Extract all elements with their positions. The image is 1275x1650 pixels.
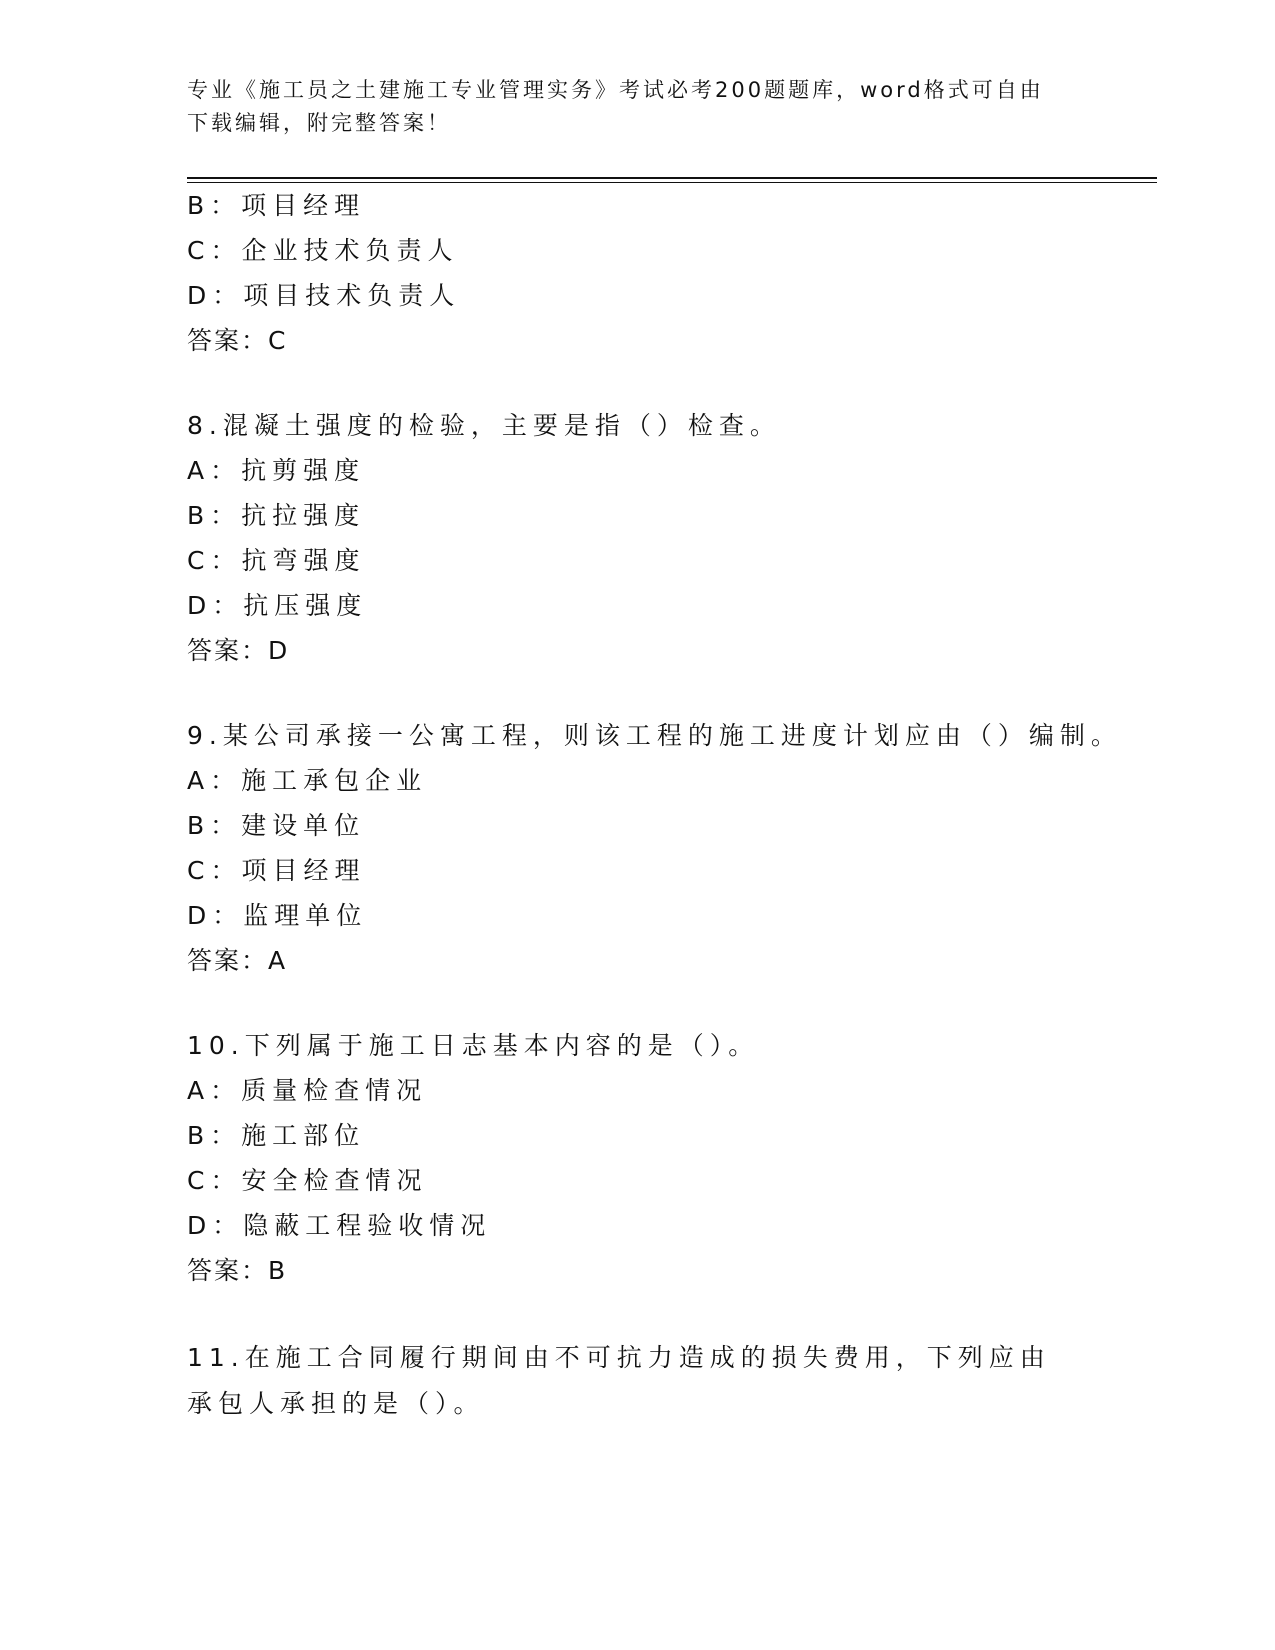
question-9-text: 9.某公司承接一公寓工程，则该工程的施工进度计划应由（）编制。 — [187, 721, 1122, 750]
question-9-option-d: D：监理单位 — [187, 901, 368, 930]
answer: 答案：C — [187, 326, 288, 355]
option-c: C：企业技术负责人 — [187, 236, 459, 265]
question-9-option-c: C：项目经理 — [187, 856, 366, 885]
option-b: B：项目经理 — [187, 191, 366, 220]
header-divider-thin — [187, 182, 1157, 183]
question-11-text: 11.在施工合同履行期间由不可抗力造成的损失费用，下列应由承包人承担的是（）。 — [187, 1343, 1051, 1418]
document-header: 专业《施工员之土建施工专业管理实务》考试必考200题题库，word格式可自由下载编辑，附完整答案！ — [187, 78, 1044, 135]
question-8-option-d: D：抗压强度 — [187, 591, 368, 620]
question-9-answer: 答案：A — [187, 946, 288, 975]
question-9-option-a: A：施工承包企业 — [187, 766, 428, 795]
question-8-option-a: A：抗剪强度 — [187, 456, 366, 485]
question-10-option-b: B：施工部位 — [187, 1121, 366, 1150]
header-divider-thick — [187, 177, 1157, 179]
option-d: D：项目技术负责人 — [187, 281, 461, 310]
question-10-option-d: D：隐蔽工程验收情况 — [187, 1211, 492, 1240]
question-9-option-b: B：建设单位 — [187, 811, 366, 840]
question-10-option-c: C：安全检查情况 — [187, 1166, 428, 1195]
question-10-text: 10.下列属于施工日志基本内容的是（）。 — [187, 1031, 760, 1060]
question-8-text: 8.混凝土强度的检验，主要是指（）检查。 — [187, 411, 781, 440]
question-10-option-a: A：质量检查情况 — [187, 1076, 428, 1105]
question-8-option-c: C：抗弯强度 — [187, 546, 366, 575]
question-8-option-b: B：抗拉强度 — [187, 501, 366, 530]
question-8-answer: 答案：D — [187, 636, 290, 665]
question-10-answer: 答案：B — [187, 1256, 288, 1285]
